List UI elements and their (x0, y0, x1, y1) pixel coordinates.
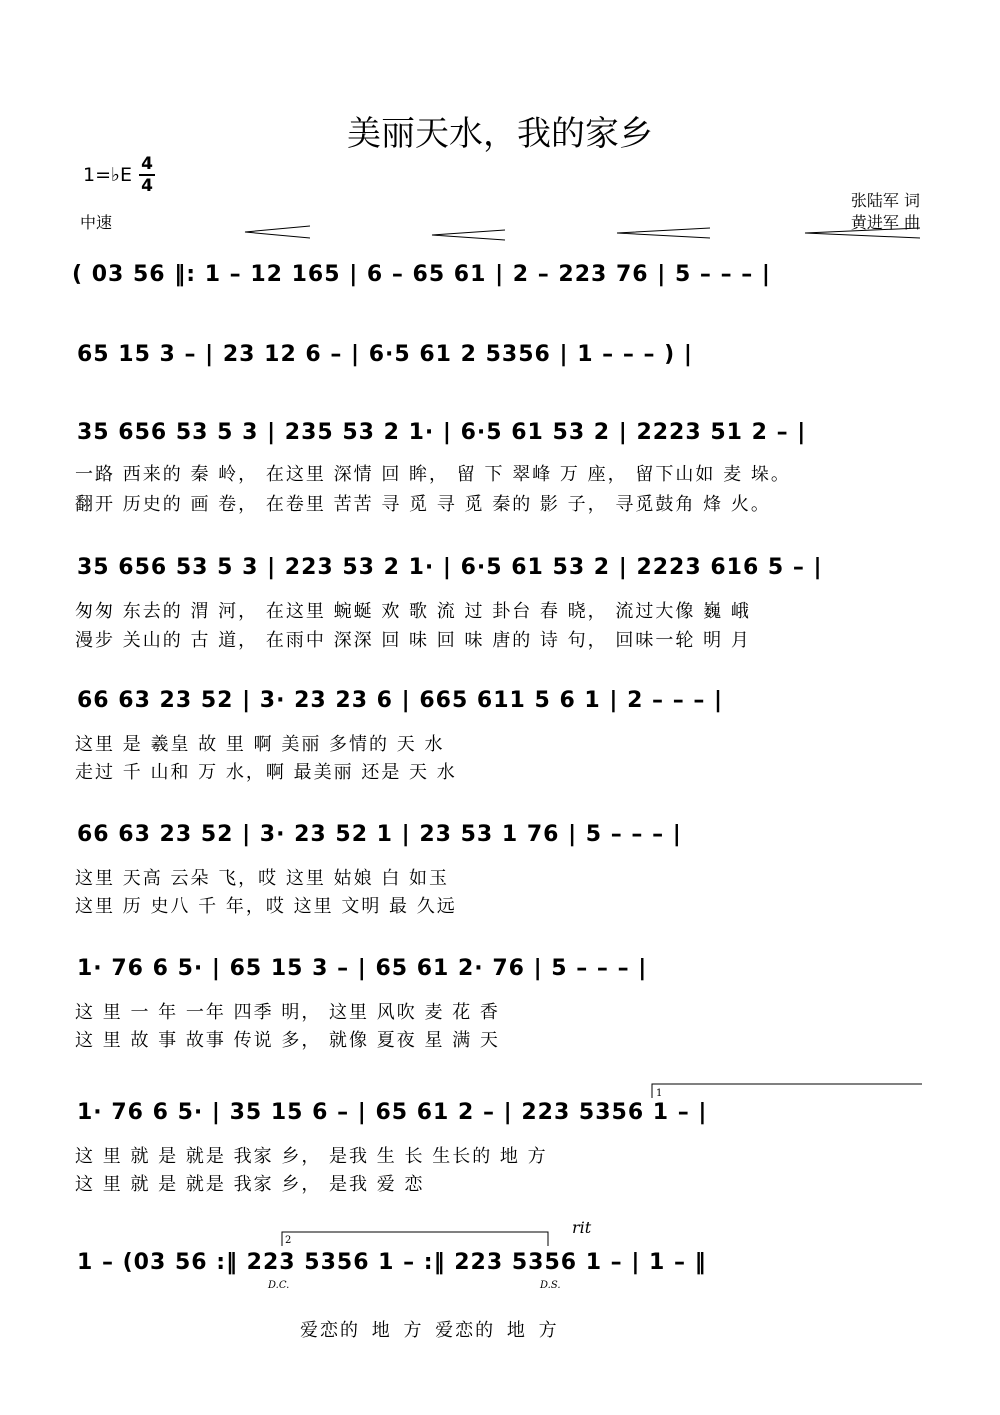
second-ending-bracket (0, 1228, 1000, 1248)
lyric-verse-1: 这 里 一 年 一年 四季 明， 这里 风吹 麦 花 香 (75, 1002, 500, 1023)
notes-line: ( 03 56 ‖: 1 – 12 165 | 6 – 65 61 | 2 – 223 76 | 5 – – – | (72, 262, 771, 287)
lyric-verse-1: 一路 西来的 秦 岭， 在这里 深情 回 眸， 留 下 翠峰 万 座， 留下山如 麦 垛。 (75, 464, 791, 485)
ds-marking: D.S. (540, 1280, 561, 1291)
notes-line: 65 15 3 – | 23 12 6 – | 6·5 61 2 5356 | 1 – – – ) | (77, 342, 693, 367)
composer-credit: 黄进军 曲 (850, 213, 920, 232)
notes-line: 35 656 53 5 3 | 223 53 2 1· | 6·5 61 53 2 | 2223 616 5 – | (77, 555, 823, 580)
lyric-verse-2: 这 里 故 事 故事 传说 多， 就像 夏夜 星 满 天 (75, 1030, 500, 1051)
lyric-verse-2: 翻开 历史的 画 卷， 在卷里 苦苦 寻 觅 寻 觅 秦的 影 子， 寻觅鼓角 烽 火。 (75, 494, 771, 515)
rit-marking: rit (572, 1218, 592, 1237)
lyric-verse-1: 这里 是 羲皇 故 里 啊 美丽 多情的 天 水 (75, 734, 445, 755)
notes-line: 1· 76 6 5· | 35 15 6 – | 65 61 2 – | 223 5356 1 – | (77, 1100, 708, 1125)
notes-line: 1· 76 6 5· | 65 15 3 – | 65 61 2· 76 | 5 – – – | (77, 956, 648, 981)
lyric-verse-1: 这里 天高 云朵 飞，哎 这里 姑娘 白 如玉 (75, 868, 450, 889)
lyricist-credit: 张陆军 词 (850, 191, 920, 210)
time-signature-top: 4 (141, 154, 153, 174)
lyric-verse-2: 这 里 就 是 就是 我家 乡， 是我 爱 恋 (75, 1174, 425, 1195)
lyric-verse-2: 漫步 关山的 古 道， 在雨中 深深 回 味 回 味 唐的 诗 句， 回味一轮 明 月 (75, 630, 751, 651)
second-ending-number: 2 (285, 1235, 292, 1246)
notes-line: 66 63 23 52 | 3· 23 52 1 | 23 53 1 76 | 5 – – – | (77, 822, 682, 847)
lyric-verse-1: 这 里 就 是 就是 我家 乡， 是我 生 长 生长的 地 方 (75, 1146, 548, 1167)
key-signature: 1=♭E (83, 164, 132, 186)
tempo-marking: 中速 (80, 213, 113, 232)
first-ending-bracket (0, 1080, 1000, 1100)
lyric-verse-1: 匆匆 东去的 渭 河， 在这里 蜿蜒 欢 歌 流 过 卦台 春 晓， 流过大像 巍 峨 (75, 601, 751, 622)
lyric-verse-2: 走过 千 山和 万 水，啊 最美丽 还是 天 水 (75, 762, 457, 783)
time-signature (138, 154, 156, 196)
notes-line: 1 – (03 56 :‖ 223 5356 1 – :‖ 223 5356 1 – | 1 – ‖ (77, 1250, 707, 1275)
lyric-coda: 爱恋的 地 方 爱恋的 地 方 (300, 1320, 559, 1341)
first-ending-number: 1 (656, 1088, 663, 1099)
notes-line: 35 656 53 5 3 | 235 53 2 1· | 6·5 61 53 2 | 2223 51 2 – | (77, 420, 807, 445)
time-signature-bottom: 4 (141, 176, 153, 196)
song-title: 美丽天水，我的家乡 (347, 114, 653, 154)
notes-line: 66 63 23 52 | 3· 23 23 6 | 665 611 5 6 1 | 2 – – – | (77, 688, 724, 713)
lyric-verse-2: 这里 历 史八 千 年，哎 这里 文明 最 久远 (75, 896, 457, 917)
crescendo-hairpins (0, 222, 1000, 246)
dc-marking: D.C. (268, 1280, 290, 1291)
